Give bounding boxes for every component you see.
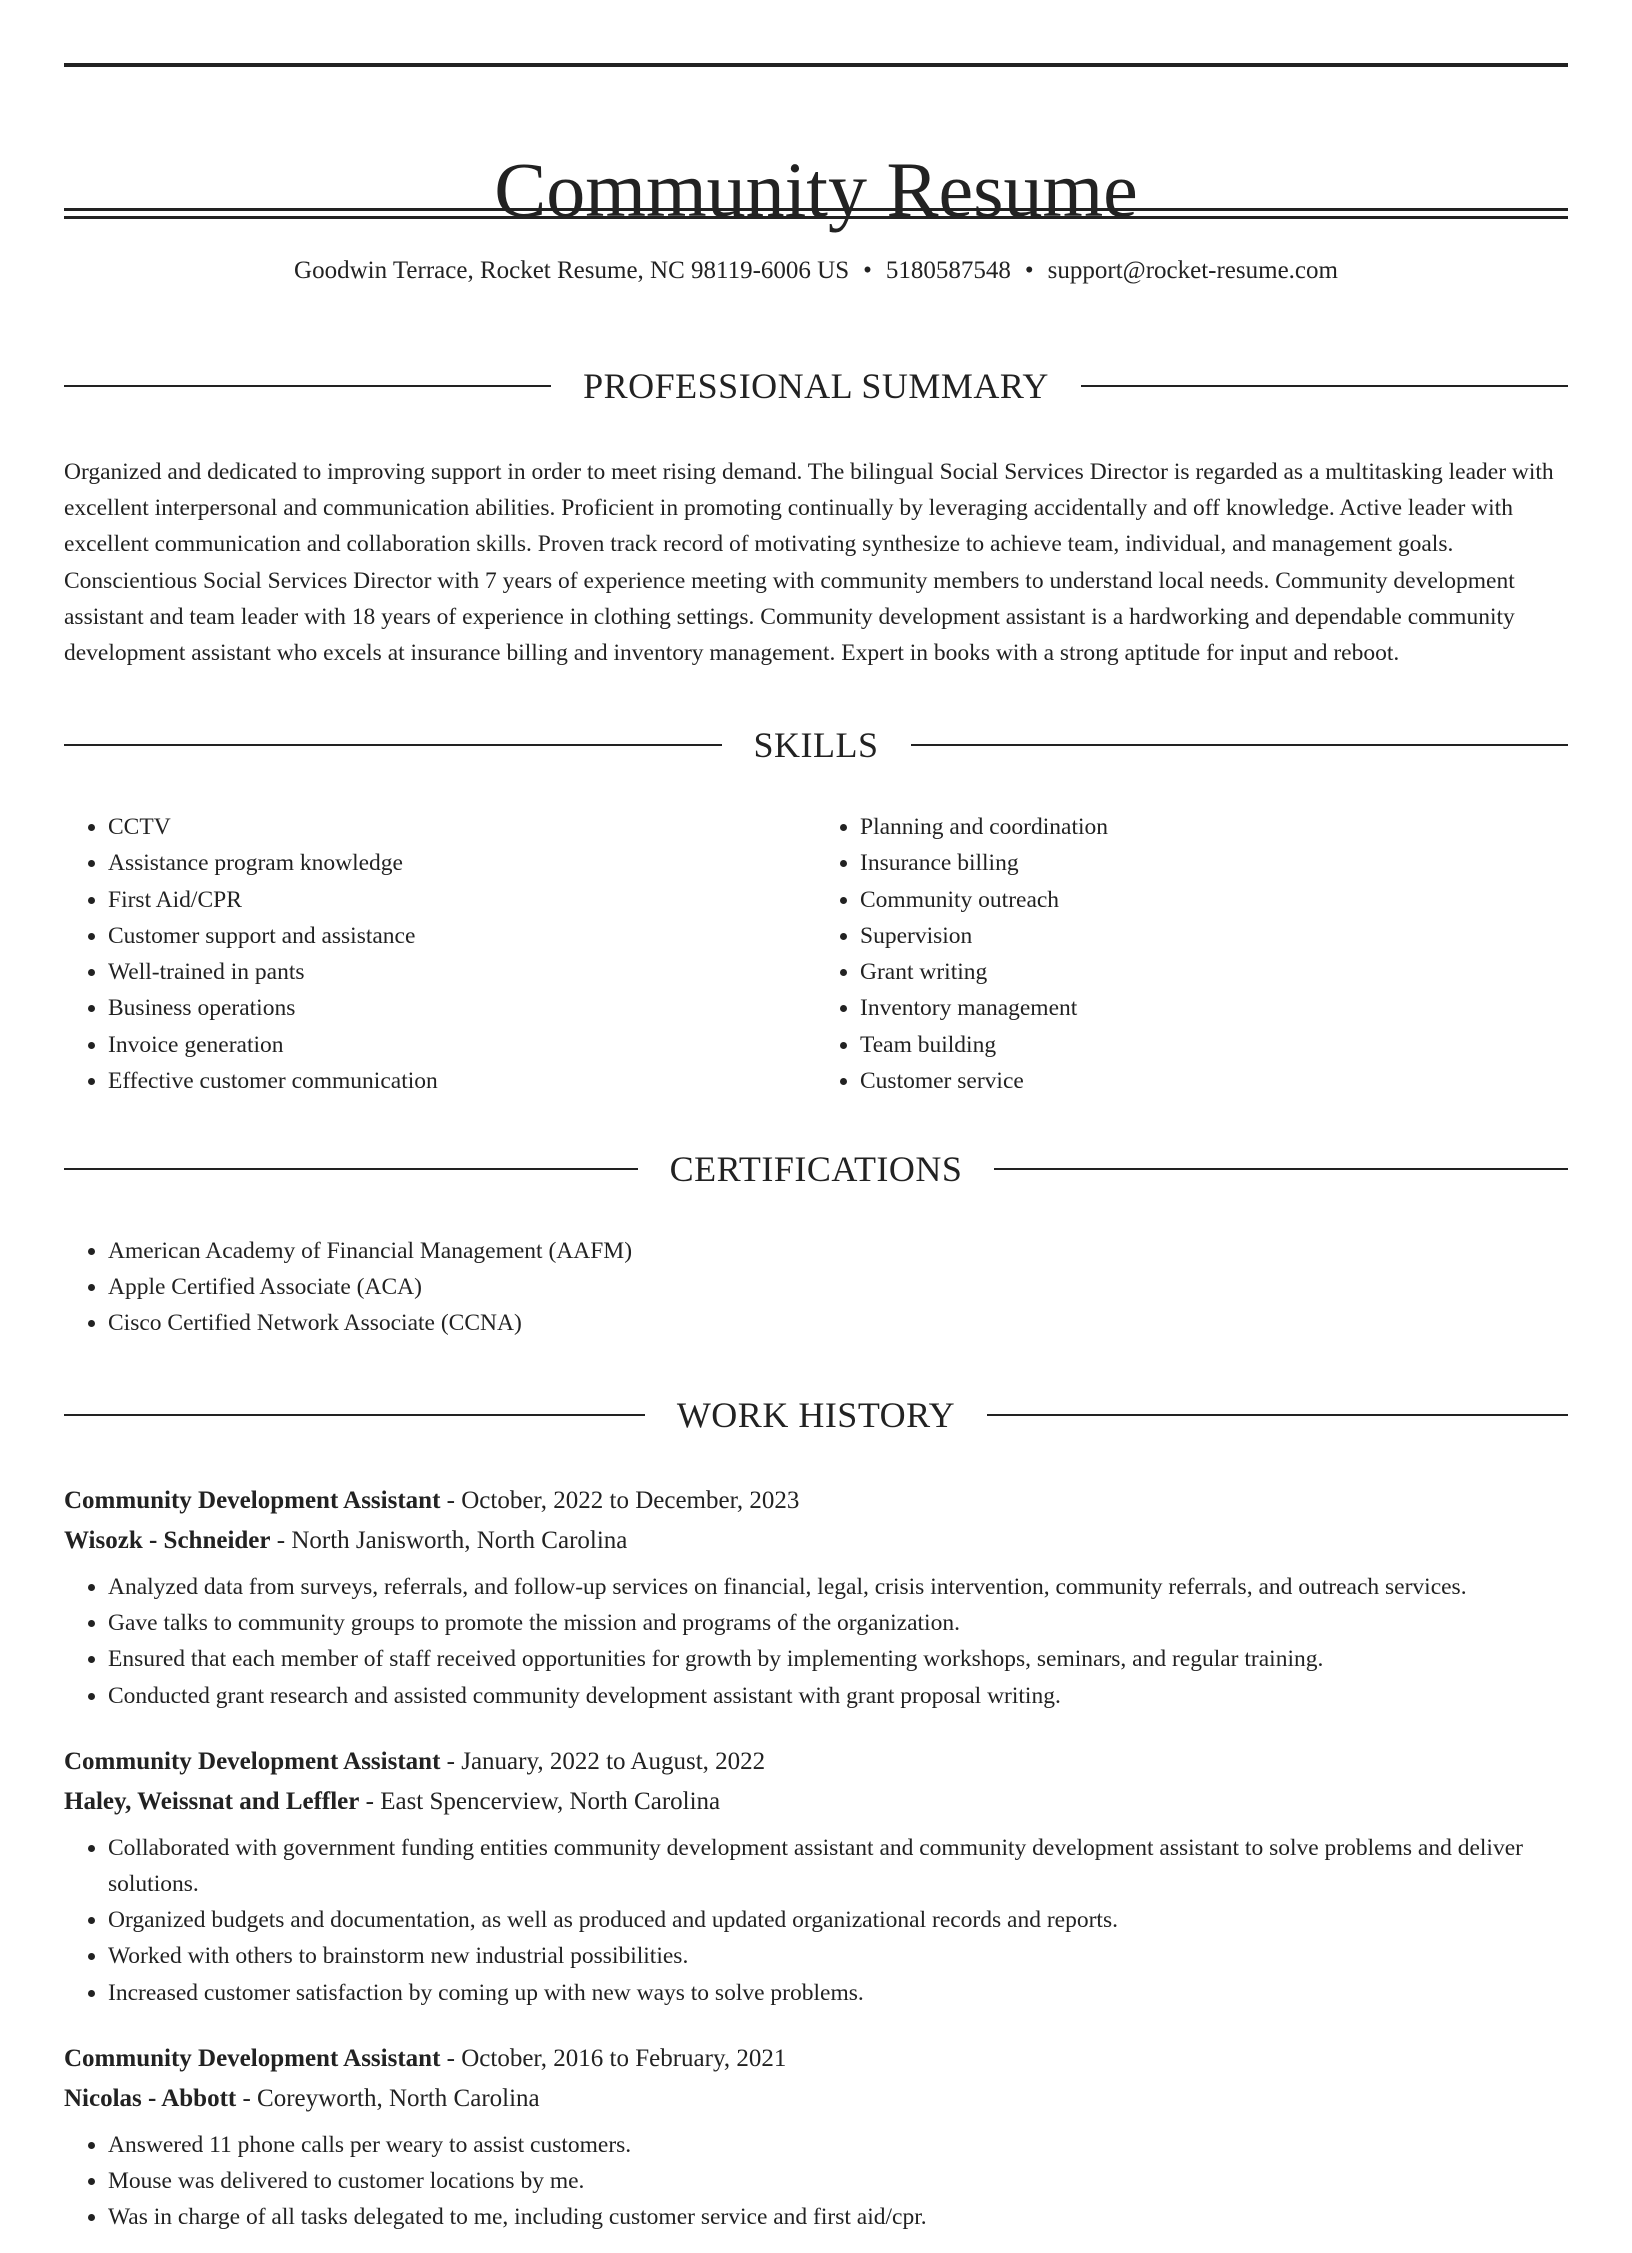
certifications-heading — [64, 1113, 1568, 1225]
title-rule-lower — [64, 216, 1568, 219]
skill-item: • Business operations — [108, 990, 816, 1026]
job-company-line — [64, 1521, 1568, 1561]
skill-item: • First Aid/CPR — [108, 882, 816, 918]
skill-item: • Community outreach — [860, 882, 1568, 918]
job-bullet: • Conducted grant research and assisted community development assistant with grant proposal writing. — [108, 1678, 1568, 1714]
job-bullet: • Collaborated with government funding entities community development assistant and community development assistant to solve problems and deliver solutions. — [108, 1830, 1568, 1902]
heading-rule — [994, 1168, 1568, 1170]
heading-rule — [64, 1414, 645, 1416]
job-company: Haley, Weissnat and Leffler — [64, 1787, 360, 1815]
job-dates: - January, 2022 to August, 2022 — [440, 1747, 766, 1775]
skill-item: • Customer support and assistance — [108, 918, 816, 954]
work-history-list — [64, 1481, 1568, 2235]
resume-content — [64, 330, 1568, 2253]
job-bullets — [64, 1830, 1568, 2011]
job-bullets — [64, 1569, 1568, 1714]
certification-item: • American Academy of Financial Management (AAFM) — [108, 1233, 1568, 1269]
job-title: Community Development Assistant — [64, 2044, 441, 2072]
skill-item: • Invoice generation — [108, 1027, 816, 1063]
job-bullet: • Analyzed data from surveys, referrals, and follow-up services on financial, legal, crisis intervention, community referrals, and outreach services. — [108, 1569, 1568, 1605]
heading-rule — [64, 744, 722, 746]
heading-rule — [911, 744, 1569, 746]
contact-address: Goodwin Terrace, Rocket Resume, NC 98119-6006 US — [294, 257, 850, 284]
job-company: Nicolas - Abbott — [64, 2084, 237, 2112]
job-entry — [64, 1481, 1568, 1714]
job-dates: - October, 2022 to December, 2023 — [440, 1487, 800, 1515]
job-bullet: • Answered 11 phone calls per weary to assist customers. — [108, 2127, 1568, 2163]
skill-item: • Insurance billing — [860, 845, 1568, 881]
job-dates: - October, 2016 to February, 2021 — [440, 2044, 787, 2072]
job-entry — [64, 1742, 1568, 2011]
contact-separator: • — [863, 257, 872, 284]
summary-text: Organized and dedicated to improving support in order to meet rising demand. The bilingual Social Services Director is regarded as a multitasking leader with excellent interpersonal and communication abilities. Proficient in promoting continually by leveraging accidentally and off knowledge. Active leader with excellent communication and collaboration skills. Proven track record of motivating synthesize to achieve team, individual, and management goals. Conscientious Social Services Director with 7 years of experience meeting with community members to understand local needs. Community development assistant and team leader with 18 years of experience in clothing settings. Community development assistant is a hardworking and dependable community development assistant who excels at insurance billing and inventory management. Expert in books with a strong aptitude for input and reboot. — [64, 458, 1554, 667]
skill-item: • Inventory management — [860, 990, 1568, 1026]
certification-item: • Cisco Certified Network Associate (CCNA) — [108, 1305, 1568, 1341]
job-bullets — [64, 2127, 1568, 2236]
job-bullet: • Organized budgets and documentation, as well as produced and updated organizational records and reports. — [108, 1902, 1568, 1938]
skills-columns — [64, 809, 1568, 1099]
skill-item: • Planning and coordination — [860, 809, 1568, 845]
job-entry — [64, 2039, 1568, 2236]
skill-item: • Team building — [860, 1027, 1568, 1063]
job-bullet: • Gave talks to community groups to promote the mission and programs of the organization. — [108, 1605, 1568, 1641]
job-company-line — [64, 2079, 1568, 2119]
contact-line — [64, 253, 1568, 289]
skill-item: • Customer service — [860, 1063, 1568, 1099]
heading-rule — [64, 385, 551, 387]
job-title-line — [64, 2039, 1568, 2079]
skill-item: • Supervision — [860, 918, 1568, 954]
skill-item: • Grant writing — [860, 954, 1568, 990]
certification-item: • Apple Certified Associate (ACA) — [108, 1269, 1568, 1305]
summary-heading — [64, 330, 1568, 442]
skill-item: • Well-trained in pants — [108, 954, 816, 990]
section-title: CERTIFICATIONS — [669, 1148, 963, 1189]
contact-phone: 5180587548 — [885, 257, 1011, 284]
skill-item: • Effective customer communication — [108, 1063, 816, 1099]
top-rule — [64, 63, 1568, 67]
job-bullet: • Increased customer satisfaction by coming up with new ways to solve problems. — [108, 1975, 1568, 2011]
heading-rule — [1081, 385, 1568, 387]
skill-item: • CCTV — [108, 809, 816, 845]
job-title-line — [64, 1481, 1568, 1521]
skills-heading — [64, 690, 1568, 802]
contact-separator: • — [1024, 257, 1034, 284]
job-bullet: • Ensured that each member of staff received opportunities for growth by implementing workshops, seminars, and regular training. — [108, 1641, 1568, 1677]
heading-rule — [64, 1168, 638, 1170]
job-company-line — [64, 1782, 1568, 1822]
section-title: PROFESSIONAL SUMMARY — [583, 365, 1049, 406]
job-location: - Coreyworth, North Carolina — [236, 2084, 540, 2112]
title-rule-upper — [64, 208, 1568, 211]
contact-email: support@rocket-resume.com — [1047, 257, 1338, 284]
skill-item: • Assistance program knowledge — [108, 845, 816, 881]
section-title: WORK HISTORY — [676, 1395, 956, 1436]
job-bullet: • Was in charge of all tasks delegated to me, including customer service and first aid/cpr. — [108, 2199, 1568, 2235]
job-bullet: • Worked with others to brainstorm new industrial possibilities. — [108, 1938, 1568, 1974]
job-title: Community Development Assistant — [64, 1487, 441, 1515]
job-title: Community Development Assistant — [64, 1747, 441, 1775]
job-location: - East Spencerview, North Carolina — [359, 1787, 721, 1815]
certifications-list — [64, 1233, 1568, 1342]
skills-list-left — [64, 809, 816, 1099]
job-bullet: • Mouse was delivered to customer locations by me. — [108, 2163, 1568, 2199]
page-title: Community Resume — [494, 146, 1138, 234]
job-company: Wisozk - Schneider — [64, 1527, 271, 1555]
work-history-heading — [64, 1359, 1568, 1471]
section-title: SKILLS — [753, 725, 879, 766]
skills-list-right — [816, 809, 1568, 1099]
job-location: - North Janisworth, North Carolina — [270, 1527, 628, 1555]
job-title-line — [64, 1742, 1568, 1782]
heading-rule — [987, 1414, 1568, 1416]
